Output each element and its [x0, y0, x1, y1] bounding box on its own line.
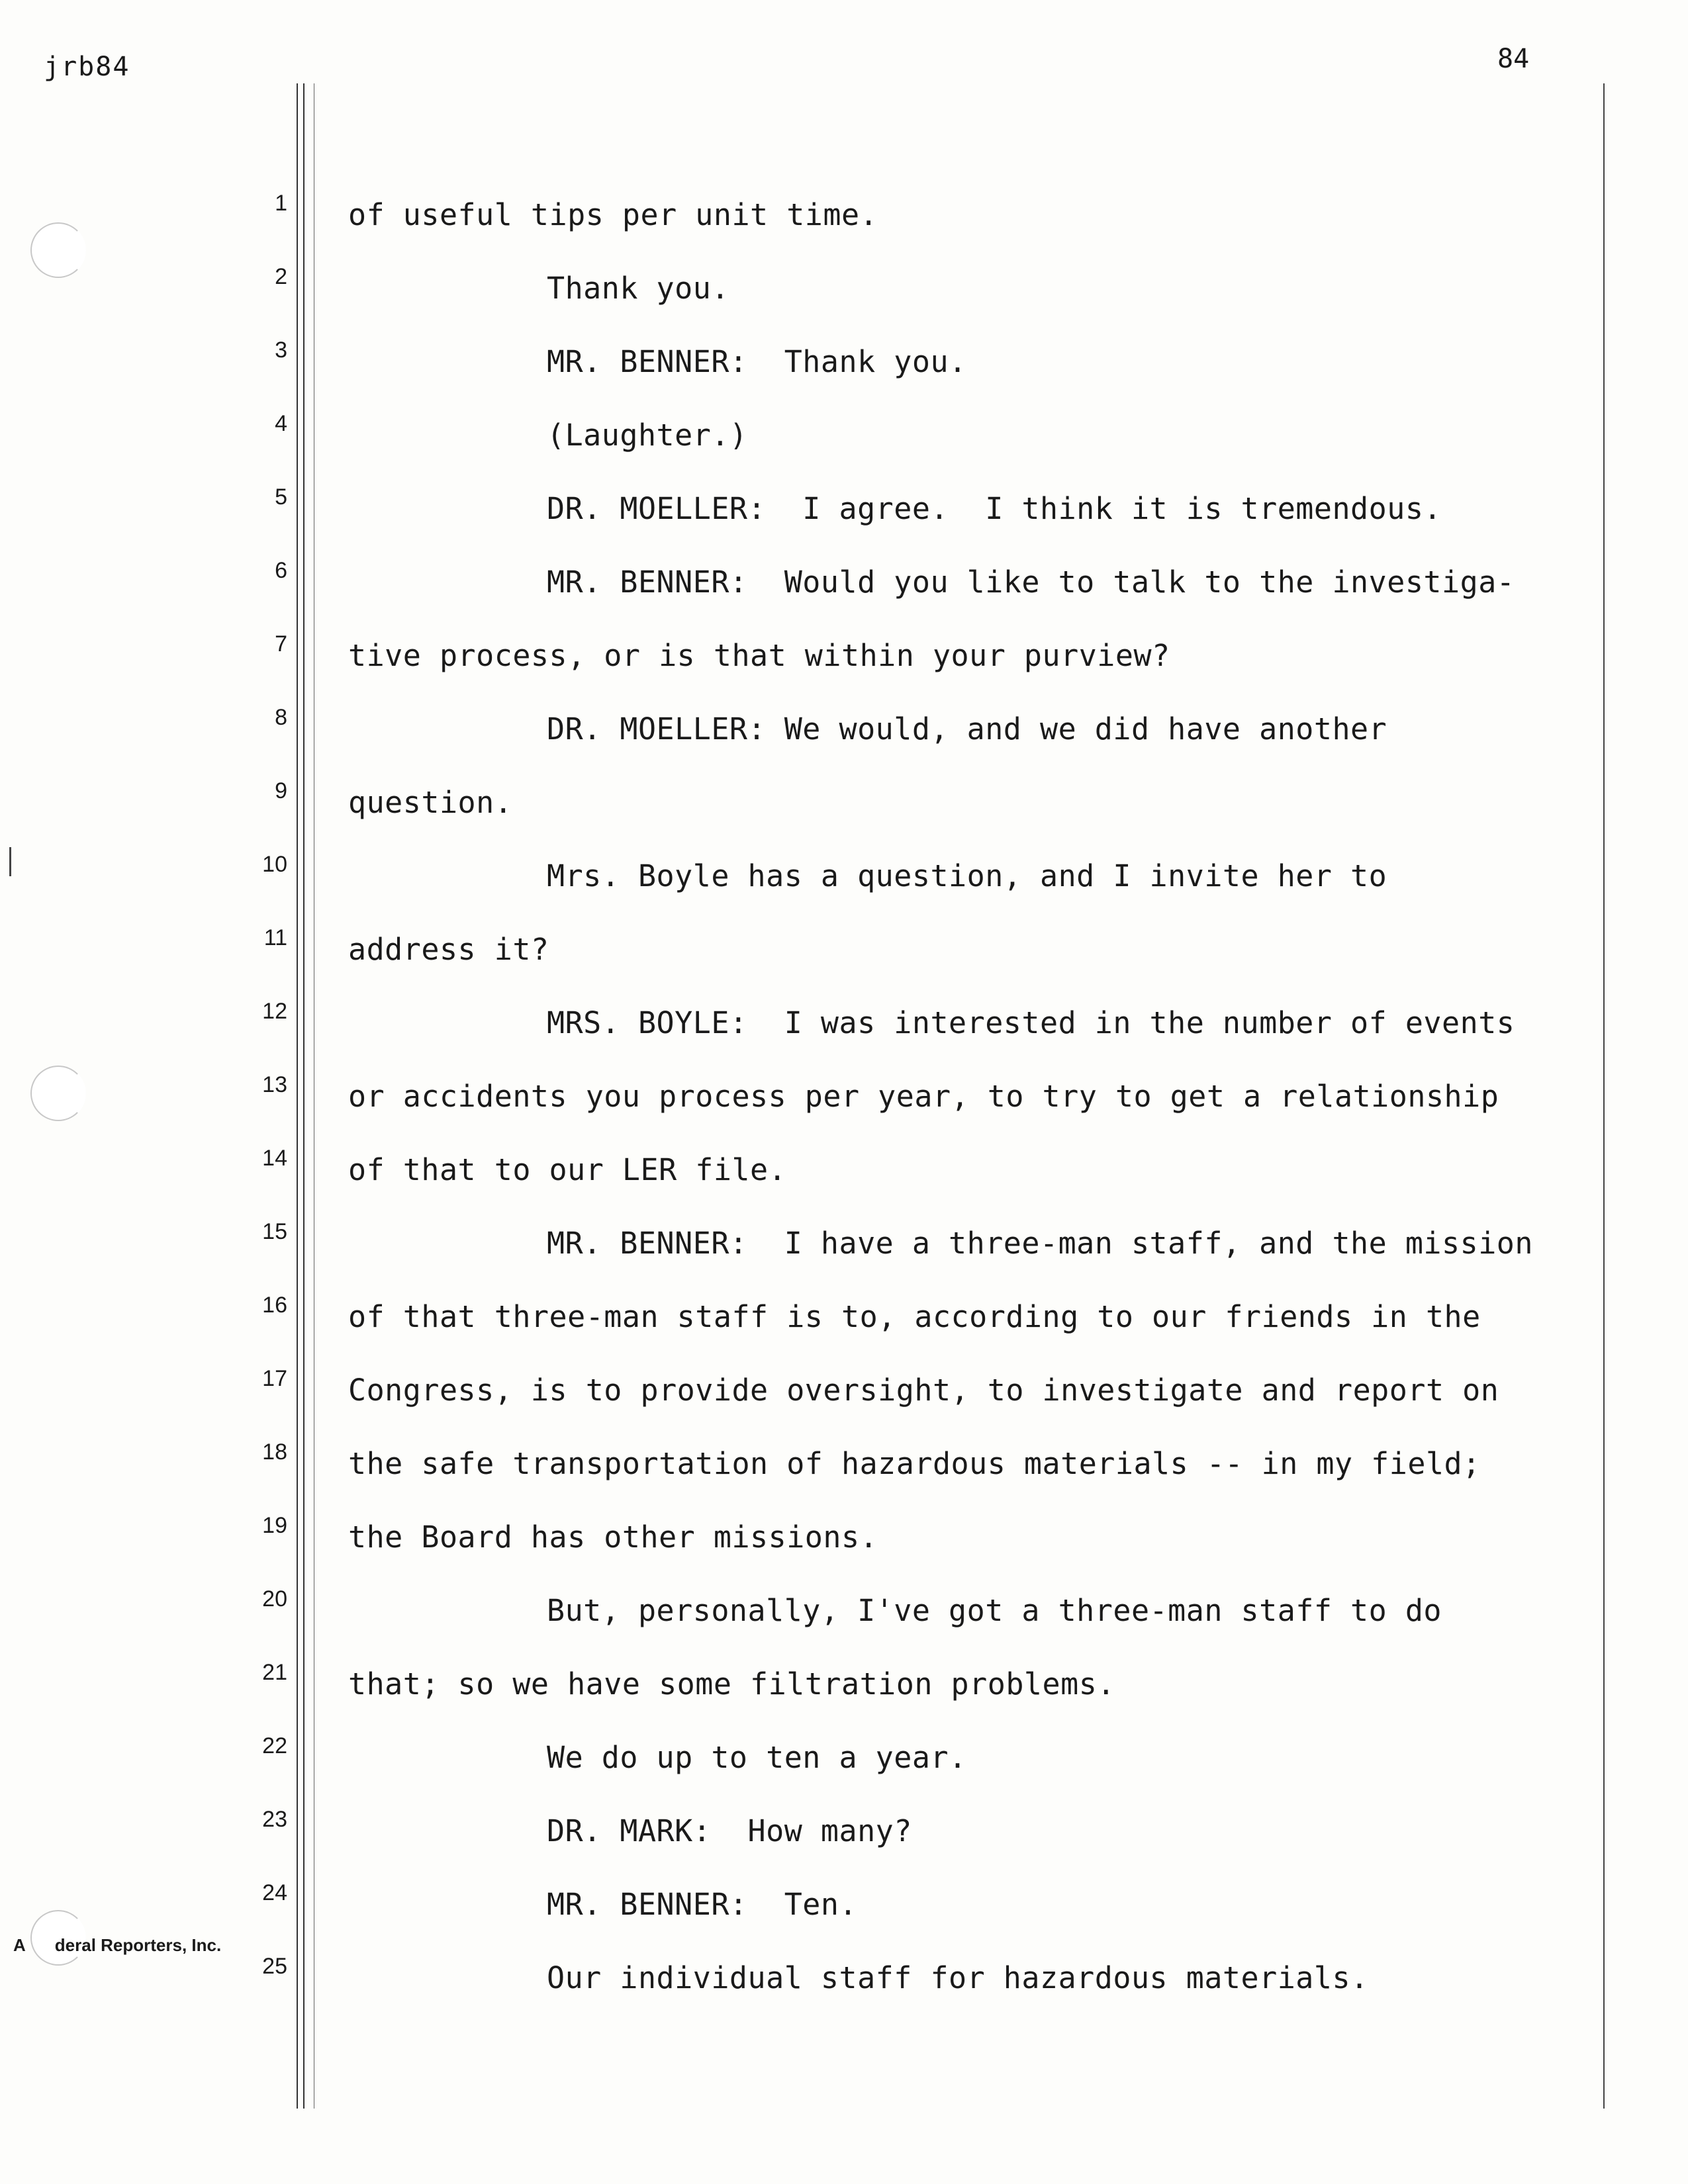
line-number: 20	[262, 1586, 287, 1612]
transcript-line: (Laughter.)	[547, 418, 748, 453]
left-margin-rule	[297, 83, 298, 2109]
transcript-line: the safe transportation of hazardous materials -- in my field;	[348, 1446, 1481, 1481]
line-number: 3	[275, 338, 287, 363]
transcript-line: MR. BENNER: Would you like to talk to the investiga-	[547, 565, 1515, 600]
line-number: 18	[262, 1439, 287, 1465]
line-number: 16	[262, 1293, 287, 1318]
transcript-line: DR. MARK: How many?	[547, 1813, 912, 1848]
line-number: 22	[262, 1733, 287, 1758]
line-number: 8	[275, 705, 287, 730]
transcript-line: MR. BENNER: I have a three-man staff, and the mission	[547, 1226, 1533, 1261]
line-number: 10	[262, 852, 287, 877]
right-margin-rule	[1603, 83, 1605, 2109]
line-number: 9	[275, 778, 287, 803]
transcript-line: But, personally, I've got a three-man staff to do	[547, 1593, 1442, 1628]
line-number: 21	[262, 1660, 287, 1685]
page-number: 84	[1497, 44, 1530, 74]
punch-hole	[30, 222, 86, 278]
margin-mark	[9, 847, 11, 876]
line-number: 6	[275, 558, 287, 583]
left-margin-rule	[303, 83, 305, 2109]
transcript-line: of that to our LER file.	[348, 1152, 787, 1187]
reporter-name: deral Reporters, Inc.	[54, 1935, 222, 1955]
transcript-line: the Board has other missions.	[348, 1520, 878, 1555]
line-number: 19	[262, 1513, 287, 1538]
transcript-line: of useful tips per unit time.	[348, 197, 878, 232]
reporter-initial: A	[13, 1935, 26, 1955]
line-number: 12	[262, 999, 287, 1024]
line-number: 13	[262, 1072, 287, 1097]
line-number: 4	[275, 411, 287, 436]
transcript-line: We do up to ten a year.	[547, 1740, 967, 1775]
line-number: 5	[275, 484, 287, 510]
transcript-line: Mrs. Boyle has a question, and I invite her to	[547, 858, 1387, 893]
line-number: 1	[275, 191, 287, 216]
transcript-line: DR. MOELLER: I agree. I think it is tremendous.	[547, 491, 1442, 526]
line-number: 11	[263, 925, 287, 950]
transcript-line: tive process, or is that within your purview?	[348, 638, 1170, 673]
line-number: 25	[262, 1954, 287, 1979]
document-id: jrb84	[44, 52, 130, 82]
transcript-line: that; so we have some filtration problems.	[348, 1666, 1115, 1702]
transcript-line: MRS. BOYLE: I was interested in the number of events	[547, 1005, 1515, 1040]
transcript-line: Congress, is to provide oversight, to investigate and report on	[348, 1373, 1499, 1408]
line-number: 17	[262, 1366, 287, 1391]
transcript-line: DR. MOELLER: We would, and we did have another	[547, 711, 1387, 747]
line-number: 14	[262, 1146, 287, 1171]
line-number: 2	[275, 264, 287, 289]
transcript-line: address it?	[348, 932, 549, 967]
transcript-line: of that three-man staff is to, according to our friends in the	[348, 1299, 1481, 1334]
line-number: 24	[262, 1880, 287, 1905]
line-number: 23	[262, 1807, 287, 1832]
transcript-line: or accidents you process per year, to try to get a relationship	[348, 1079, 1499, 1114]
transcript-line: Thank you.	[547, 271, 729, 306]
transcript-line: question.	[348, 785, 513, 820]
transcript-line: MR. BENNER: Thank you.	[547, 344, 967, 379]
transcript-line: MR. BENNER: Ten.	[547, 1887, 858, 1922]
punch-hole	[30, 1066, 86, 1121]
line-number: 15	[262, 1219, 287, 1244]
reporter-credit	[13, 1935, 221, 1956]
line-number: 7	[275, 631, 287, 657]
transcript-line: Our individual staff for hazardous materials.	[547, 1960, 1369, 1995]
